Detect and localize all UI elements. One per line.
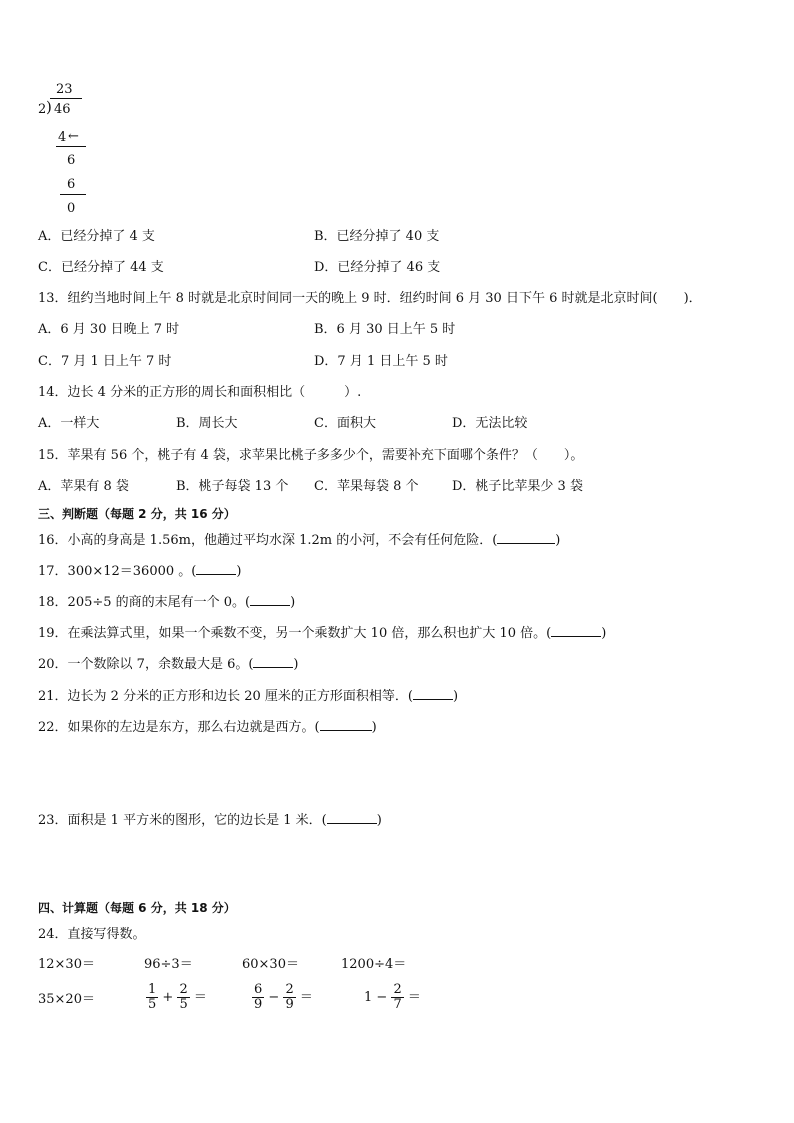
section-4-title: 四、计算题（每题 6 分，共 18 分） xyxy=(38,901,236,915)
answer-blank[interactable] xyxy=(196,562,236,575)
division-dividend: 46 xyxy=(54,102,71,117)
answer-blank[interactable] xyxy=(497,531,555,544)
judge-item-22: 22．如果你的左边是东方，那么右边就是西方。( ) xyxy=(38,720,377,735)
section-3-title: 三、判断题（每题 2 分，共 16 分） xyxy=(38,507,236,521)
q13-stem: 13．纽约当地时间上午 8 时就是北京时间同一天的晚上 9 时．纽约时间 6 月 30 日下午 6 时就是北京时间( )． xyxy=(38,291,702,306)
fraction-expression-1: $\frac{1}{5}$ + $\frac{2}{5}$ ＝ xyxy=(148,982,207,1012)
fraction: $\frac{2}{9}$ xyxy=(285,982,294,1012)
division-line-2 xyxy=(60,194,86,195)
calc-item: 60×30＝ xyxy=(242,957,299,972)
judge-item-20: 20．一个数除以 7，余数最大是 6。( ) xyxy=(38,657,299,672)
q12-option-d[interactable]: D．已经分掉了 46 支 xyxy=(314,260,441,275)
division-divisor: 2 xyxy=(38,102,47,117)
judge-item-23: 23．面积是 1 平方米的图形，它的边长是 1 米．( ) xyxy=(38,813,382,828)
division-line-1 xyxy=(56,146,86,147)
answer-blank[interactable] xyxy=(327,811,377,824)
division-quotient: 23 xyxy=(56,82,73,97)
division-remainder: 0 xyxy=(67,201,76,216)
q14-option-b[interactable]: B．周长大 xyxy=(176,416,238,431)
division-bracket: ) xyxy=(46,98,52,116)
q12-option-a[interactable]: A．已经分掉了 4 支 xyxy=(38,229,155,244)
calc-item: 12×30＝ xyxy=(38,957,95,972)
q15-stem: 15．苹果有 56 个，桃子有 4 袋，求苹果比桃子多多少个，需要补充下面哪个条件？（ ）。 xyxy=(38,448,584,463)
division-step-2: 6 xyxy=(67,153,76,168)
q13-option-d[interactable]: D．7 月 1 日上午 5 时 xyxy=(314,354,448,369)
fraction: $\frac{6}{9}$ xyxy=(254,982,263,1012)
judge-item-17: 17．300×12＝36000 。( ) xyxy=(38,564,242,579)
q14-option-a[interactable]: A．一样大 xyxy=(38,416,100,431)
fraction-expression-2: $\frac{6}{9}$ − $\frac{2}{9}$ ＝ xyxy=(254,982,313,1012)
division-step-1: 4 xyxy=(58,130,67,145)
division-bar xyxy=(50,98,82,99)
arrow-left-icon: ← xyxy=(68,129,79,144)
q15-option-c[interactable]: C．苹果每袋 8 个 xyxy=(314,479,419,494)
q14-option-d[interactable]: D．无法比较 xyxy=(452,416,528,431)
answer-blank[interactable] xyxy=(551,624,601,637)
division-step-3: 6 xyxy=(67,177,76,192)
q24-stem: 24．直接写得数。 xyxy=(38,927,146,942)
q15-option-a[interactable]: A．苹果有 8 袋 xyxy=(38,479,129,494)
q12-option-b[interactable]: B．已经分掉了 40 支 xyxy=(314,229,440,244)
calc-item: 96÷3＝ xyxy=(144,957,193,972)
q14-stem: 14．边长 4 分米的正方形的周长和面积相比（ ）. xyxy=(38,385,362,400)
fraction-expression-3: 1 − $\frac{2}{7}$ ＝ xyxy=(364,982,421,1012)
q14-option-c[interactable]: C．面积大 xyxy=(314,416,376,431)
answer-blank[interactable] xyxy=(250,593,290,606)
answer-blank[interactable] xyxy=(413,687,453,700)
q13-option-c[interactable]: C．7 月 1 日上午 7 时 xyxy=(38,354,172,369)
judge-item-19: 19．在乘法算式里，如果一个乘数不变，另一个乘数扩大 10 倍，那么积也扩大 10 倍。( ) xyxy=(38,626,607,641)
answer-blank[interactable] xyxy=(320,718,372,731)
q12-option-c[interactable]: C．已经分掉了 44 支 xyxy=(38,260,164,275)
q13-option-a[interactable]: A．6 月 30 日晚上 7 时 xyxy=(38,322,180,337)
answer-blank[interactable] xyxy=(253,655,293,668)
judge-item-18: 18．205÷5 的商的末尾有一个 0。( ) xyxy=(38,595,296,610)
q15-option-d[interactable]: D．桃子比苹果少 3 袋 xyxy=(452,479,583,494)
judge-item-21: 21．边长为 2 分米的正方形和边长 20 厘米的正方形面积相等．( ) xyxy=(38,689,459,704)
fraction: $\frac{2}{5}$ xyxy=(179,982,188,1012)
fraction: $\frac{2}{7}$ xyxy=(393,982,402,1012)
calc-item: 1200÷4＝ xyxy=(341,957,407,972)
fraction: $\frac{1}{5}$ xyxy=(148,982,157,1012)
judge-item-16: 16．小高的身高是 1.56m，他趟过平均水深 1.2m 的小河，不会有任何危险．( ) xyxy=(38,533,561,548)
calc-item: 35×20＝ xyxy=(38,992,95,1007)
q15-option-b[interactable]: B．桃子每袋 13 个 xyxy=(176,479,289,494)
q13-option-b[interactable]: B．6 月 30 日上午 5 时 xyxy=(314,322,456,337)
